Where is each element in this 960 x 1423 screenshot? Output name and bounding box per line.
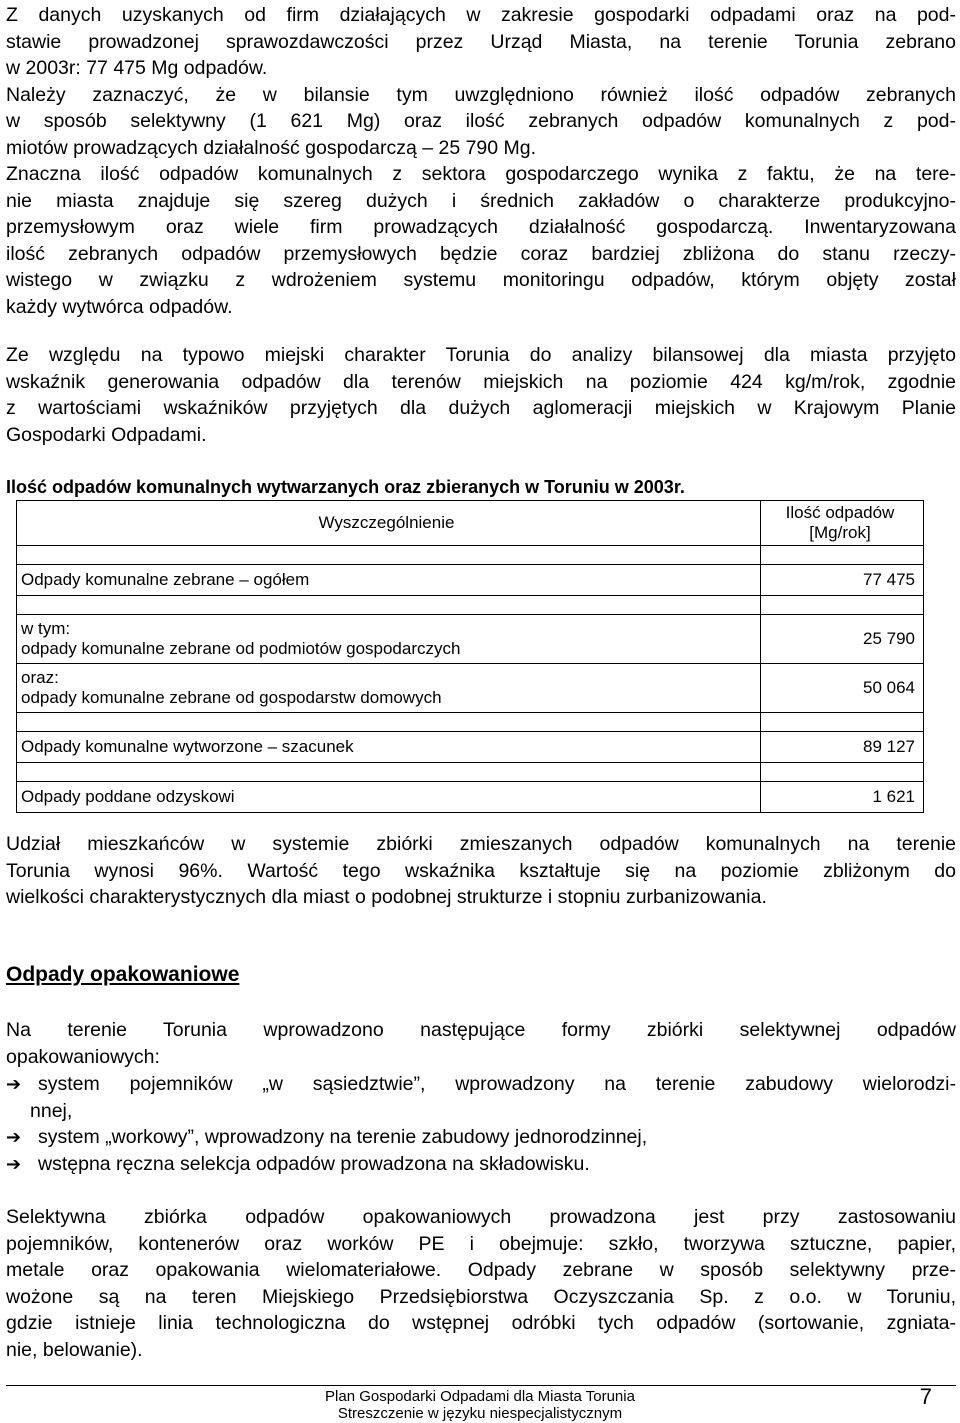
text-line: nie miasta znajduje się szereg dużych i średnich zakładów o charakterze produkcyjno- [6, 189, 956, 212]
text-line: opakowaniowych: [6, 1045, 160, 1068]
column-header-amount-line2: [Mg/rok] [809, 523, 871, 542]
row-value: 89 127 [761, 732, 924, 763]
text-line: każdy wytwórca odpadów. [6, 295, 233, 318]
table-row [17, 732, 924, 763]
text-line: Udział mieszkańców w systemie zbiórki zmieszanych odpadów komunalnych na terenie [6, 833, 956, 855]
text-line: wożone są na teren Miejskiego Przedsiębiorstwa Oczyszczania Sp. z o.o. w Toruniu, [6, 1285, 956, 1308]
list-item [6, 1071, 956, 1098]
list-item-text: system „workowy”, wprowadzony na terenie zabudowy jednorodzinnej, [38, 1126, 648, 1148]
text-line: pojemników, kontenerów oraz worków PE i obejmuje: szkło, tworzywa sztuczne, papier, [6, 1232, 956, 1255]
column-header-description: Wyszczególnienie [17, 501, 761, 546]
row-prefix: w tym: [21, 619, 71, 638]
text-line: stawie prowadzonej sprawozdawczości przez Urząd Miasta, na terenie Torunia zebrano [6, 30, 956, 53]
list-item [6, 1124, 956, 1151]
participation-paragraph [6, 831, 956, 911]
row-label [17, 615, 761, 664]
text-line: Należy zaznaczyć, że w bilansie tym uwzględniono również ilość odpadów zebranych [6, 83, 956, 106]
column-header-amount [761, 501, 924, 546]
text-line: miotów prowadzących działalność gospodarczą – 25 790 Mg. [6, 136, 537, 159]
table-row [17, 615, 924, 664]
list-item-continuation [6, 1098, 956, 1125]
table-row [17, 782, 924, 813]
text-line: gdzie istnieje linia technologiczna do wstępnej odróbki tych odpadów (sortowanie, zgniata- [6, 1312, 956, 1334]
text-line: nie, belowanie). [6, 1338, 143, 1361]
row-value: 25 790 [761, 615, 924, 664]
column-header-amount-line1: Ilość odpadów [785, 503, 895, 522]
list-item [6, 1151, 956, 1178]
text-line: wistego w związku z wdrożeniem systemu monitoringu odpadów, którym objęty został [6, 269, 956, 291]
footer-subtitle: Streszczenie w języku niespecjalistycznym [337, 1405, 623, 1422]
text-line: Torunia wynosi 96%. Wartość tego wskaźnika kształtuje się na poziomie zbliżonym do [6, 859, 956, 882]
text-line: wskaźnik generowania odpadów dla terenów miejskich na poziomie 424 kg/m/rok, zgodnie [6, 370, 956, 393]
text-line: Z danych uzyskanych od firm działających w zakresie gospodarki odpadami oraz na pod- [6, 4, 956, 26]
arrow-right-icon: ➔ [6, 1074, 22, 1094]
row-value: 77 475 [761, 565, 924, 596]
row-text: odpady komunalne zebrane od gospodarstw domowych [21, 688, 442, 707]
text-line: metale oraz opakowania wielomateriałowe. Odpady zebrane w sposób selektywny prze- [6, 1259, 956, 1281]
table-row [17, 664, 924, 713]
list-item-text: wstępna ręczna selekcja odpadów prowadzona na składowisku. [38, 1152, 590, 1175]
page-number: 7 [919, 1384, 932, 1409]
row-prefix: oraz: [21, 668, 59, 687]
table-row [17, 565, 924, 596]
row-value: 50 064 [761, 664, 924, 713]
text-line: z wartościami wskaźników przyjętych dla dużych aglomeracji miejskich w Krajowym Planie [6, 397, 956, 419]
table-caption: Ilość odpadów komunalnych wytwarzanych oraz zbieranych w Toruniu w 2003r. [6, 477, 685, 497]
arrow-right-icon: ➔ [6, 1153, 22, 1174]
row-label: Odpady komunalne zebrane – ogółem [17, 565, 761, 596]
list-item-text: nnej, [30, 1099, 73, 1122]
row-value: 1 621 [761, 782, 924, 813]
footer-title: Plan Gospodarki Odpadami dla Miasta Torunia [325, 1388, 635, 1405]
page-footer [0, 1388, 960, 1422]
collection-forms-list [6, 1071, 956, 1177]
row-text: odpady komunalne zebrane od podmiotów gospodarczych [21, 639, 461, 658]
row-label [17, 664, 761, 713]
packaging-intro-paragraph [6, 1017, 956, 1070]
text-line: w sposób selektywny (1 621 Mg) oraz ilość zebranych odpadów komunalnych z pod- [6, 110, 956, 132]
arrow-right-icon: ➔ [6, 1127, 22, 1147]
waste-table [16, 500, 924, 813]
text-line: Znaczna ilość odpadów komunalnych z sektora gospodarczego wynika z faktu, że na tere- [6, 163, 956, 185]
indicator-paragraph [6, 342, 956, 448]
row-label: Odpady poddane odzyskowi [17, 782, 761, 813]
selective-collection-paragraph [6, 1204, 956, 1363]
footer-divider [6, 1385, 956, 1386]
text-line: ilość zebranych odpadów przemysłowych będzie coraz bardziej zbliżona do stanu rzeczy- [6, 242, 956, 265]
intro-paragraph [6, 2, 956, 320]
text-line: Selektywna zbiórka odpadów opakowaniowych prowadzona jest przy zastosowaniu [6, 1206, 956, 1228]
section-heading: Odpady opakowaniowe [6, 963, 240, 986]
text-line: w 2003r: 77 475 Mg odpadów. [6, 57, 268, 79]
list-item-text: system pojemników „w sąsiedztwie”, wprowadzony na terenie zabudowy wielorodzi- [38, 1073, 956, 1095]
text-line: przemysłowym oraz wiele firm prowadzących działalność gospodarczą. Inwentaryzowana [6, 216, 956, 238]
text-line: Gospodarki Odpadami. [6, 423, 207, 446]
text-line: Na terenie Torunia wprowadzono następujące formy zbiórki selektywnej odpadów [6, 1019, 956, 1041]
text-line: Ze względu na typowo miejski charakter Torunia do analizy bilansowej dla miasta przyjęto [6, 344, 956, 366]
text-line: wielkości charakterystycznych dla miast o podobnej strukturze i stopniu zurbanizowania. [6, 886, 767, 908]
table-header-row [17, 501, 924, 546]
row-label: Odpady komunalne wytworzone – szacunek [17, 732, 761, 763]
